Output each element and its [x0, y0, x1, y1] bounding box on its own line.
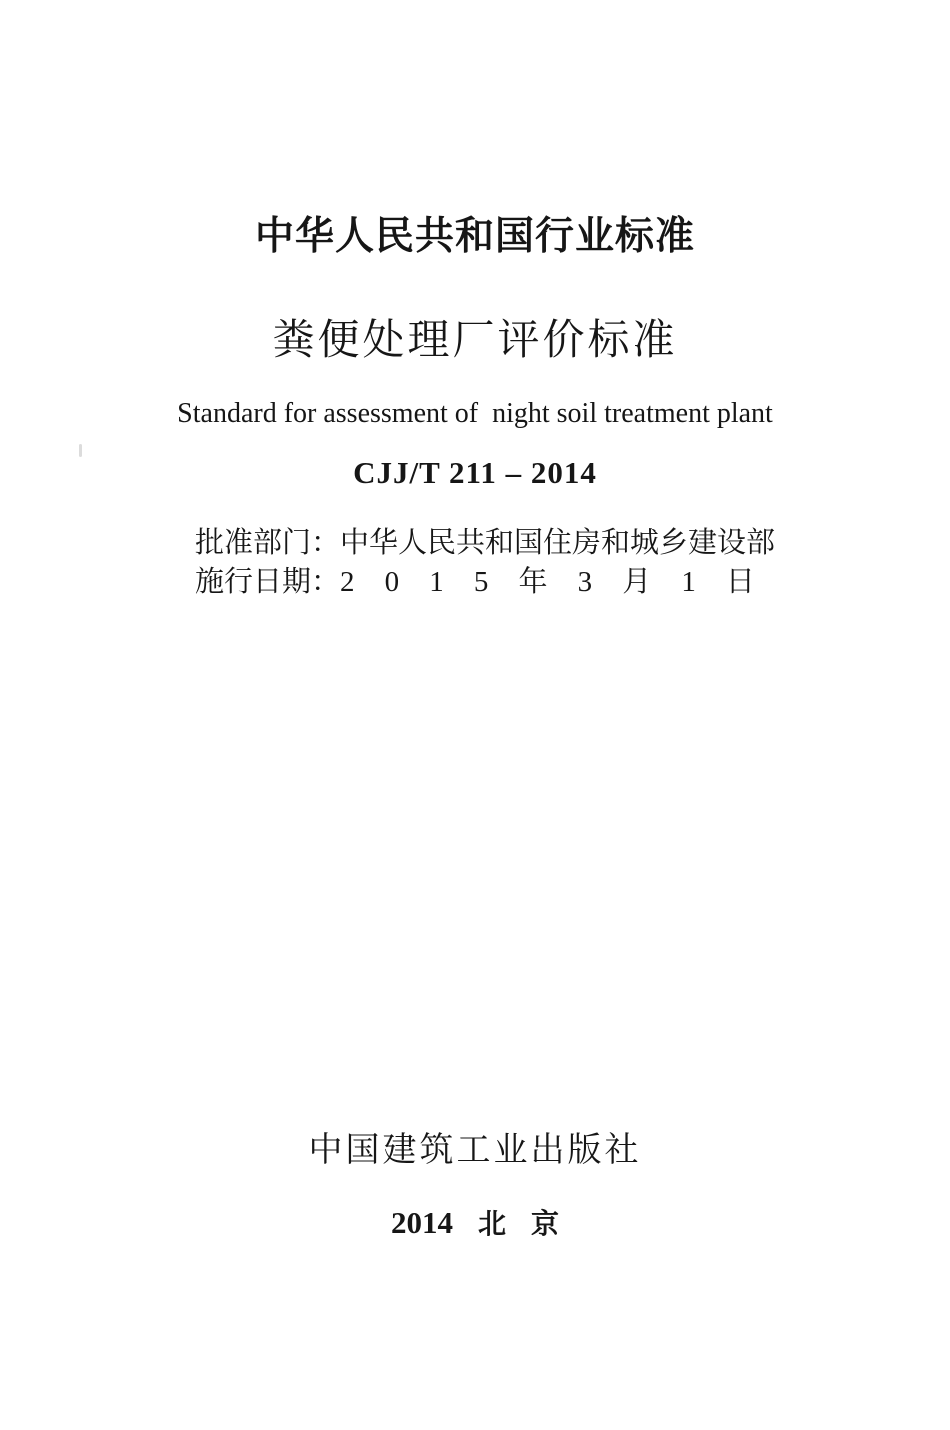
- effective-date-label: 施行日期：: [195, 566, 341, 598]
- imprint-year: 2014: [390, 1205, 453, 1240]
- standard-code: CJJ/T 211 – 2014: [353, 455, 597, 490]
- date-char: 1: [681, 566, 696, 598]
- date-char: 0: [384, 566, 400, 598]
- date-char: 1: [429, 566, 444, 598]
- imprint-city-char: 北: [477, 1208, 506, 1239]
- standard-type-heading: 中华人民共和国行业标准: [254, 215, 695, 258]
- effective-date-value: [340, 563, 755, 602]
- date-char: 日: [725, 566, 755, 598]
- title-chinese: 粪便处理厂评价标准: [272, 318, 678, 364]
- imprint-line: [0, 1206, 950, 1240]
- effective-date-line: [195, 563, 755, 602]
- date-char: 5: [473, 566, 489, 598]
- imprint-city-char: 京: [531, 1208, 560, 1239]
- approval-department-name: 中华人民共和国住房和城乡建设部: [340, 527, 776, 559]
- title-english: Standard for assessment of night soil treatment plant: [177, 398, 773, 429]
- approval-department-label: 批准部门：: [195, 527, 341, 559]
- scan-artifact: [79, 444, 82, 457]
- date-char: 月: [622, 566, 652, 598]
- approval-block: [195, 524, 776, 602]
- date-char: 3: [577, 566, 593, 598]
- approval-department-line: [195, 524, 776, 563]
- publisher-name: 中国建筑工业出版社: [308, 1132, 642, 1169]
- date-char: 2: [340, 566, 355, 598]
- date-char: 年: [518, 566, 548, 598]
